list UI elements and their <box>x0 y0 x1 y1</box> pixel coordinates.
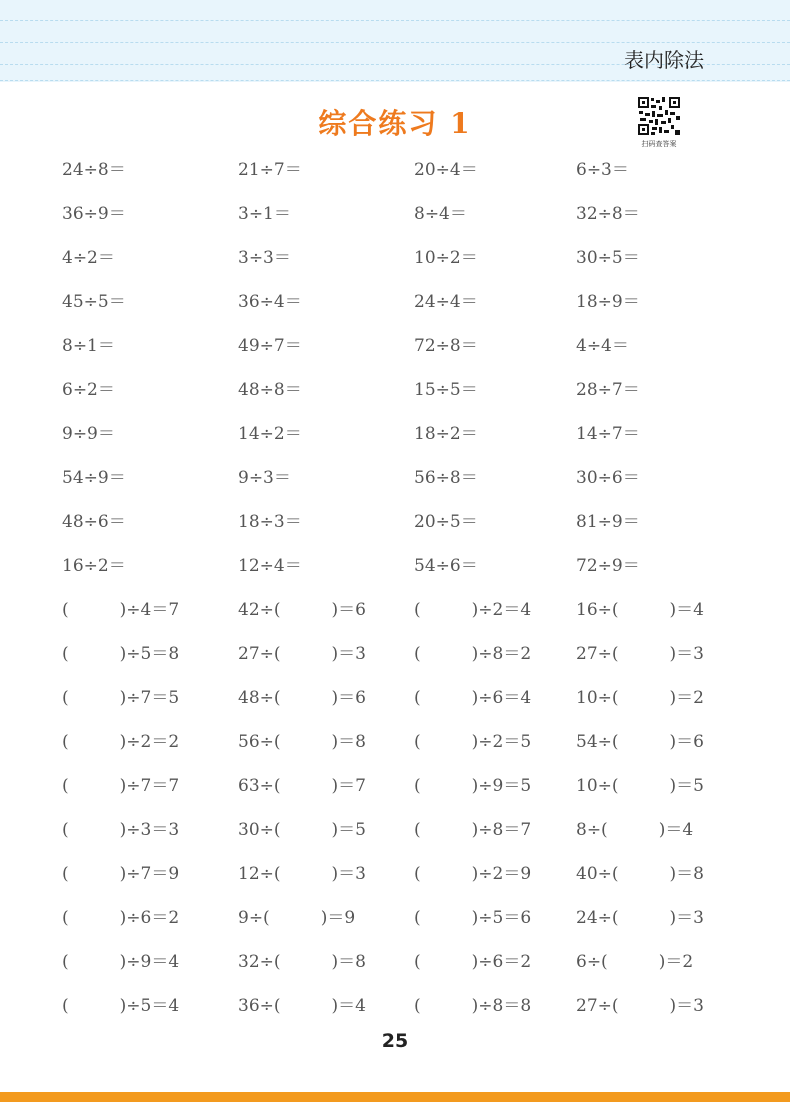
exercise-item: 54÷6＝ <box>414 556 478 576</box>
exercise-item: 32÷( )＝8 <box>238 952 366 972</box>
exercise-item: 12÷( )＝3 <box>238 864 366 884</box>
exercise-item: 18÷2＝ <box>414 424 478 444</box>
exercise-item: 6÷3＝ <box>576 160 629 180</box>
exercise-item: ( )÷2＝2 <box>62 732 180 752</box>
exercise-item: 14÷7＝ <box>576 424 640 444</box>
exercise-item: 36÷( )＝4 <box>238 996 366 1016</box>
exercise-item: 6÷( )＝2 <box>576 952 694 972</box>
exercise-item: 8÷1＝ <box>62 336 115 356</box>
exercise-item: 20÷5＝ <box>414 512 478 532</box>
exercise-item: 6÷2＝ <box>62 380 115 400</box>
exercise-item: 18÷9＝ <box>576 292 640 312</box>
exercise-item: ( )÷9＝4 <box>62 952 180 972</box>
exercise-item: 14÷2＝ <box>238 424 302 444</box>
exercise-item: 48÷( )＝6 <box>238 688 366 708</box>
exercise-item: 63÷( )＝7 <box>238 776 366 796</box>
exercise-item: 20÷4＝ <box>414 160 478 180</box>
exercise-item: 3÷3＝ <box>238 248 291 268</box>
exercise-item: ( )÷5＝6 <box>414 908 532 928</box>
exercise-item: 45÷5＝ <box>62 292 126 312</box>
footer-bar <box>0 1092 790 1102</box>
exercise-item: 56÷( )＝8 <box>238 732 366 752</box>
exercise-item: ( )÷5＝4 <box>62 996 180 1016</box>
exercise-item: 4÷2＝ <box>62 248 115 268</box>
exercise-item: ( )÷2＝4 <box>414 600 532 620</box>
exercise-item: ( )÷7＝5 <box>62 688 180 708</box>
exercise-item: ( )÷3＝3 <box>62 820 180 840</box>
exercise-item: ( )÷6＝4 <box>414 688 532 708</box>
exercise-item: 12÷4＝ <box>238 556 302 576</box>
exercise-item: 36÷4＝ <box>238 292 302 312</box>
exercise-item: ( )÷2＝5 <box>414 732 532 752</box>
exercise-item: 18÷3＝ <box>238 512 302 532</box>
exercise-item: 24÷4＝ <box>414 292 478 312</box>
exercise-item: 30÷5＝ <box>576 248 640 268</box>
exercise-item: ( )÷5＝8 <box>62 644 180 664</box>
exercise-item: 10÷( )＝5 <box>576 776 704 796</box>
exercise-item: 8÷( )＝4 <box>576 820 694 840</box>
section-tag: 表内除法 <box>624 48 704 72</box>
exercise-item: 30÷( )＝5 <box>238 820 366 840</box>
exercise-item: 30÷6＝ <box>576 468 640 488</box>
exercise-item: 28÷7＝ <box>576 380 640 400</box>
exercise-item: 8÷4＝ <box>414 204 467 224</box>
page-number: 25 <box>381 1030 409 1052</box>
exercise-item: 4÷4＝ <box>576 336 629 356</box>
exercise-item: ( )÷9＝5 <box>414 776 532 796</box>
exercise-item: 16÷2＝ <box>62 556 126 576</box>
exercise-item: 56÷8＝ <box>414 468 478 488</box>
exercise-item: 32÷8＝ <box>576 204 640 224</box>
exercise-item: 81÷9＝ <box>576 512 640 532</box>
exercise-item: 27÷( )＝3 <box>576 644 704 664</box>
exercise-item: 9÷3＝ <box>238 468 291 488</box>
exercise-item: 54÷9＝ <box>62 468 126 488</box>
page-title: 综合练习 1 <box>318 107 472 140</box>
exercise-item: 40÷( )＝8 <box>576 864 704 884</box>
exercise-item: ( )÷6＝2 <box>62 908 180 928</box>
exercise-item: 15÷5＝ <box>414 380 478 400</box>
exercise-item: 48÷8＝ <box>238 380 302 400</box>
exercise-item: 72÷9＝ <box>576 556 640 576</box>
exercise-item: 24÷8＝ <box>62 160 126 180</box>
exercise-item: 72÷8＝ <box>414 336 478 356</box>
exercise-item: 54÷( )＝6 <box>576 732 704 752</box>
exercise-item: 24÷( )＝3 <box>576 908 704 928</box>
exercise-item: ( )÷8＝2 <box>414 644 532 664</box>
exercise-item: ( )÷7＝9 <box>62 864 180 884</box>
exercise-item: 42÷( )＝6 <box>238 600 366 620</box>
exercise-item: 36÷9＝ <box>62 204 126 224</box>
exercise-item: 16÷( )＝4 <box>576 600 704 620</box>
exercise-item: ( )÷6＝2 <box>414 952 532 972</box>
exercise-item: ( )÷7＝7 <box>62 776 180 796</box>
qr-caption: 扫码查答案 <box>641 140 677 148</box>
exercise-item: ( )÷2＝9 <box>414 864 532 884</box>
exercise-item: 9÷( )＝9 <box>238 908 356 928</box>
exercise-item: 48÷6＝ <box>62 512 126 532</box>
exercise-item: 10÷2＝ <box>414 248 478 268</box>
exercise-item: 49÷7＝ <box>238 336 302 356</box>
exercise-item: 27÷( )＝3 <box>576 996 704 1016</box>
exercise-item: ( )÷4＝7 <box>62 600 180 620</box>
exercise-item: ( )÷8＝8 <box>414 996 532 1016</box>
exercise-item: 3÷1＝ <box>238 204 291 224</box>
exercise-item: 21÷7＝ <box>238 160 302 180</box>
exercise-item: 10÷( )＝2 <box>576 688 704 708</box>
exercise-item: ( )÷8＝7 <box>414 820 532 840</box>
exercise-item: 9÷9＝ <box>62 424 115 444</box>
exercise-item: 27÷( )＝3 <box>238 644 366 664</box>
